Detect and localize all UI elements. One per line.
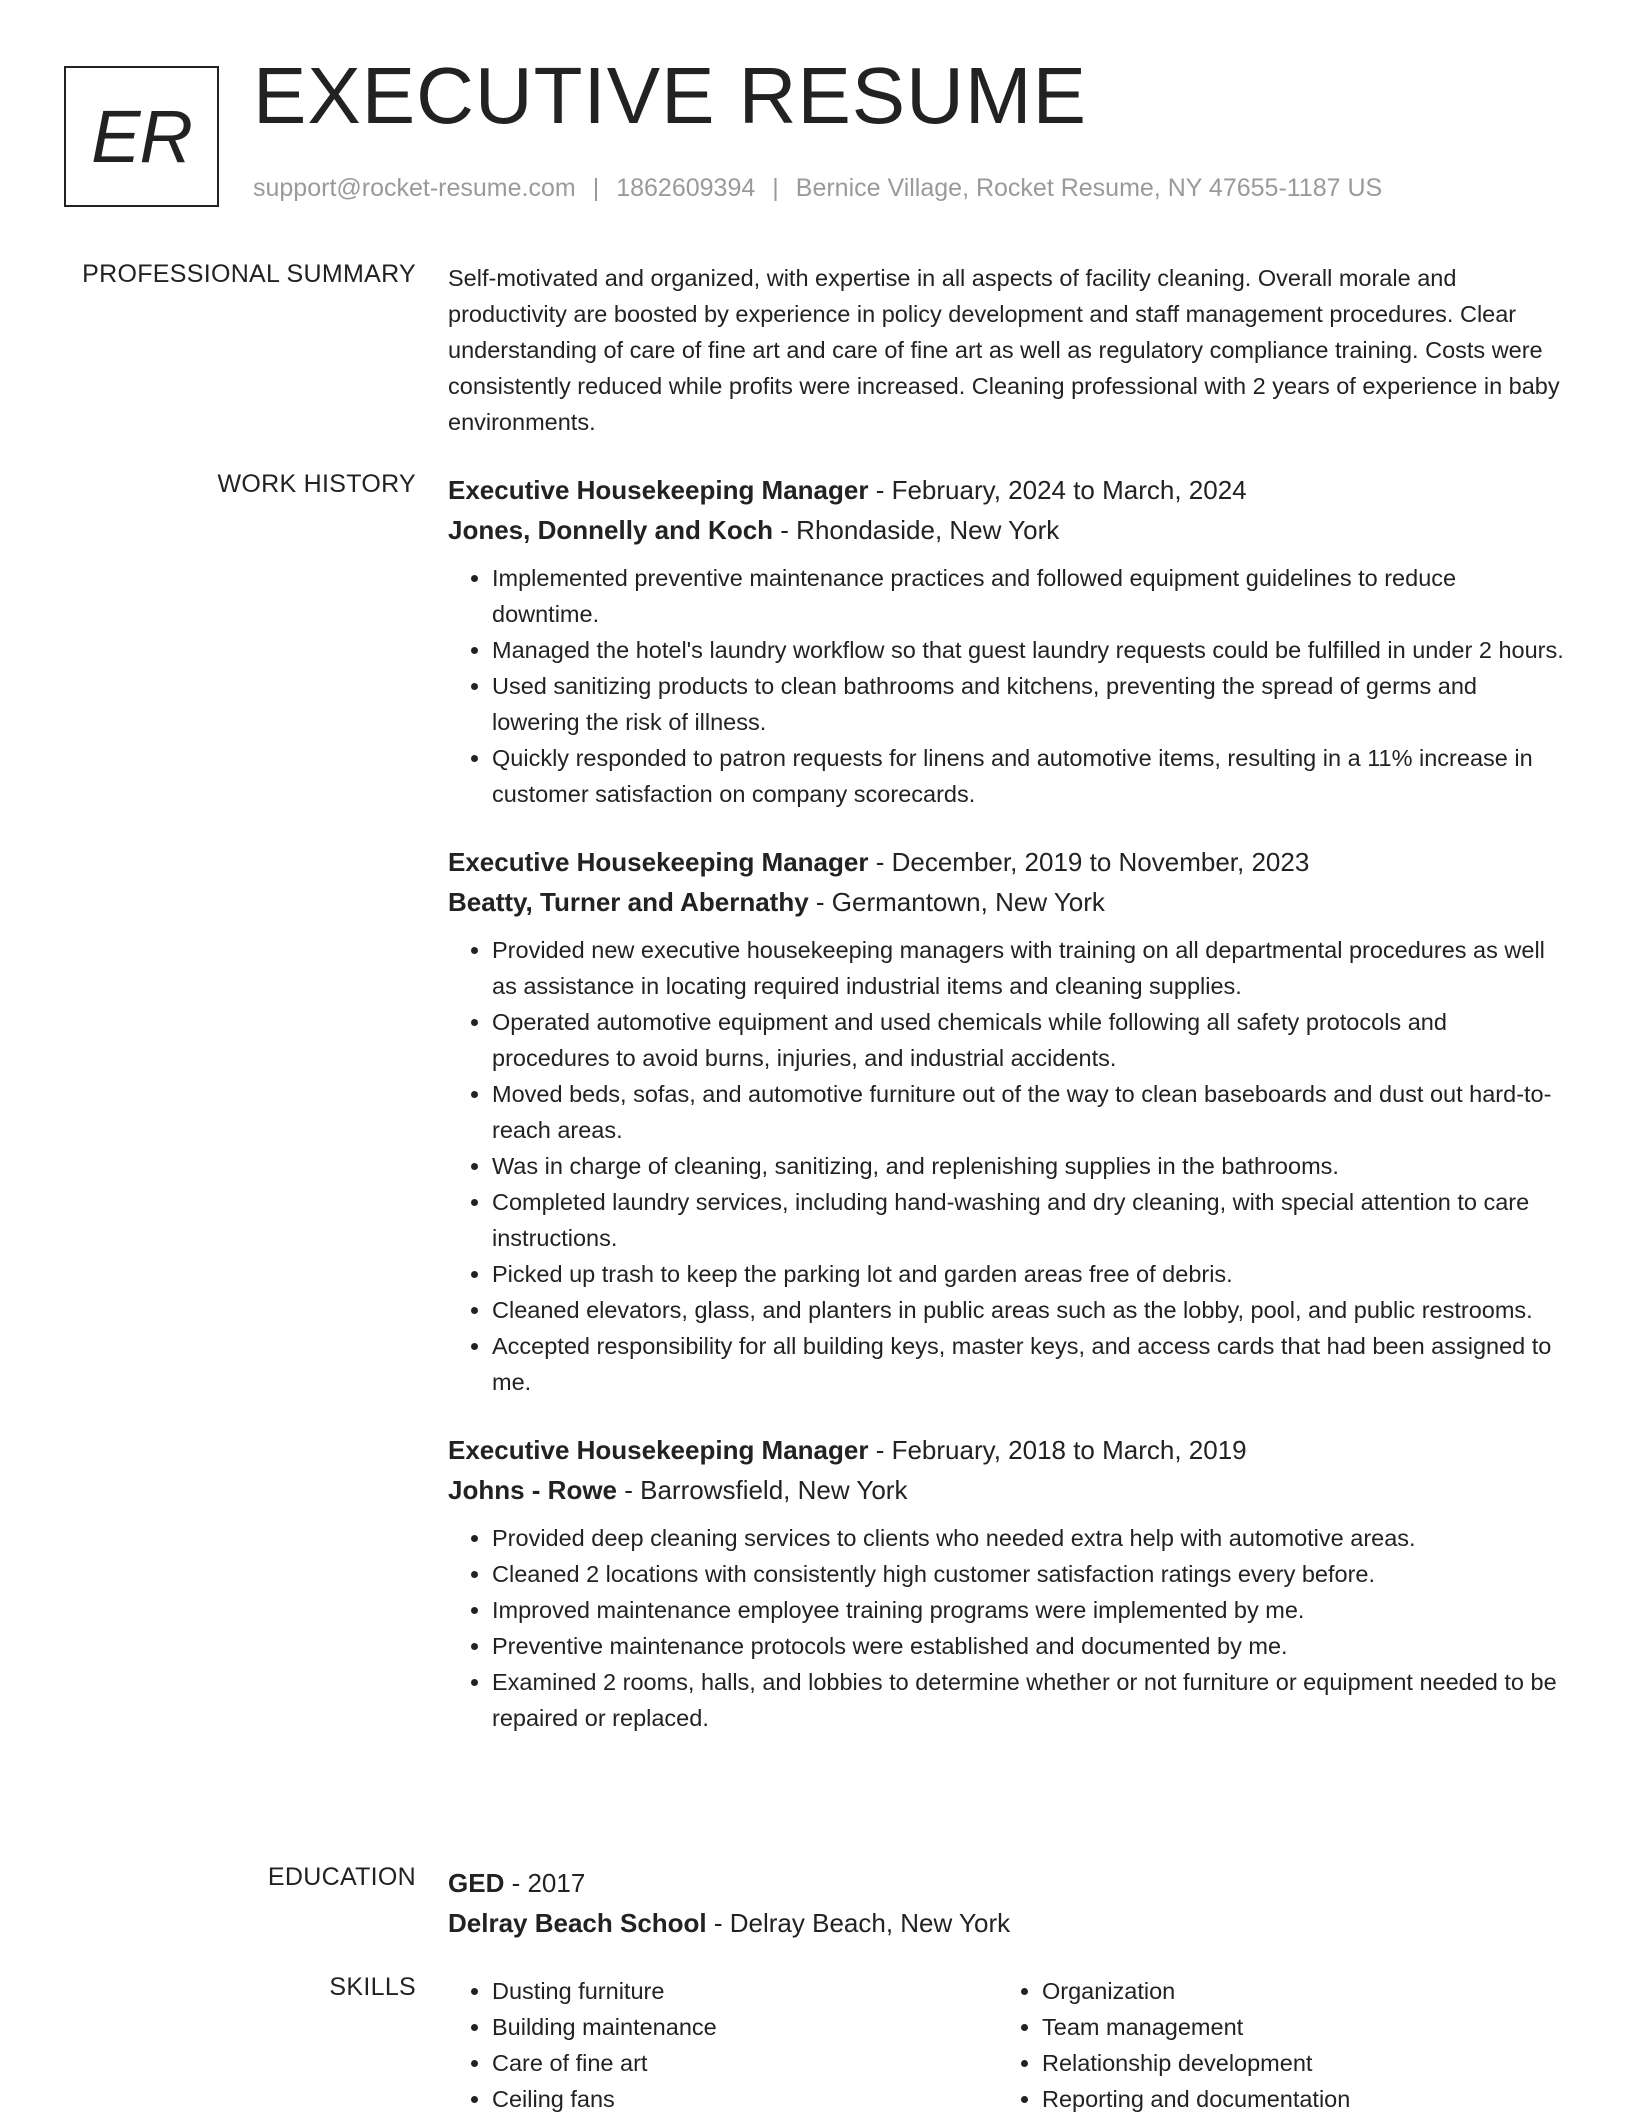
job-bullet: • Was in charge of cleaning, sanitizing, and replenishing supplies in the bathrooms. bbox=[492, 1148, 1568, 1184]
job-company-line bbox=[448, 1470, 1568, 1510]
contact-address: Bernice Village, Rocket Resume, NY 47655-1187 US bbox=[795, 174, 1383, 202]
summary-body bbox=[448, 260, 1568, 440]
skill-item: • Building maintenance bbox=[492, 2009, 998, 2045]
skill-item: • Relationship development bbox=[1042, 2045, 1548, 2081]
monogram-logo bbox=[64, 66, 219, 207]
job-bullet-list bbox=[448, 560, 1568, 812]
skills-column-left bbox=[448, 1973, 998, 2117]
job-bullet: • Moved beds, sofas, and automotive furniture out of the way to clean baseboards and dust out hard-to-reach areas. bbox=[492, 1076, 1568, 1148]
job-bullet: • Operated automotive equipment and used chemicals while following all safety protocols and procedures to avoid burns, injuries, and industrial accidents. bbox=[492, 1004, 1568, 1076]
skills-grid bbox=[448, 1973, 1568, 2117]
job-location: - Barrowsfield, New York bbox=[617, 1475, 908, 1505]
contact-line bbox=[253, 174, 1382, 203]
job-bullet: • Preventive maintenance protocols were established and documented by me. bbox=[492, 1628, 1568, 1664]
job-bullet-list bbox=[448, 932, 1568, 1400]
job-bullet: • Examined 2 rooms, halls, and lobbies to determine whether or not furniture or equipment needed to be repaired or replaced. bbox=[492, 1664, 1568, 1736]
job-bullet: • Improved maintenance employee training programs were implemented by me. bbox=[492, 1592, 1568, 1628]
skill-item: • Care of fine art bbox=[492, 2045, 998, 2081]
job-dates: - February, 2024 to March, 2024 bbox=[868, 475, 1247, 505]
skills-list bbox=[998, 1973, 1548, 2117]
job-bullet: • Cleaned elevators, glass, and planters in public areas such as the lobby, pool, and public restrooms. bbox=[492, 1292, 1568, 1328]
job-bullet: • Quickly responded to patron requests for linens and automotive items, resulting in a 11% increase in customer satisfaction on company scorecards. bbox=[492, 740, 1568, 812]
monogram-text: ER bbox=[91, 95, 192, 178]
contact-separator: | bbox=[772, 174, 779, 202]
job-dates: - December, 2019 to November, 2023 bbox=[868, 847, 1310, 877]
degree-line bbox=[448, 1863, 1568, 1903]
job-entry bbox=[448, 842, 1568, 1400]
job-bullet: • Managed the hotel's laundry workflow so that guest laundry requests could be fulfilled in under 2 hours. bbox=[492, 632, 1568, 668]
job-company: Jones, Donnelly and Koch bbox=[448, 515, 774, 545]
skill-item: • Ceiling fans bbox=[492, 2081, 998, 2117]
skills-column-right bbox=[998, 1973, 1548, 2117]
job-bullet-list bbox=[448, 1520, 1568, 1736]
job-dates: - February, 2018 to March, 2019 bbox=[868, 1435, 1247, 1465]
summary-heading: PROFESSIONAL SUMMARY bbox=[82, 260, 416, 288]
skills-list bbox=[448, 1973, 998, 2117]
job-location: - Germantown, New York bbox=[808, 887, 1105, 917]
job-bullet: • Cleaned 2 locations with consistently high customer satisfaction ratings every before. bbox=[492, 1556, 1568, 1592]
work-history-heading: WORK HISTORY bbox=[217, 470, 416, 498]
degree-year: - 2017 bbox=[504, 1868, 586, 1898]
work-history-body bbox=[448, 470, 1568, 1736]
job-bullet: • Completed laundry services, including hand-washing and dry cleaning, with special attention to care instructions. bbox=[492, 1184, 1568, 1256]
job-entry bbox=[448, 470, 1568, 812]
job-bullet: • Used sanitizing products to clean bathrooms and kitchens, preventing the spread of germs and lowering the risk of illness. bbox=[492, 668, 1568, 740]
job-company-line bbox=[448, 882, 1568, 922]
skills-heading: SKILLS bbox=[329, 1973, 416, 2001]
job-bullet: • Accepted responsibility for all building keys, master keys, and access cards that had been assigned to me. bbox=[492, 1328, 1568, 1400]
job-title: Executive Housekeeping Manager bbox=[448, 475, 869, 505]
job-title: Executive Housekeeping Manager bbox=[448, 1435, 869, 1465]
skill-item: • Organization bbox=[1042, 1973, 1548, 2009]
contact-separator: | bbox=[592, 174, 600, 202]
job-entry bbox=[448, 1430, 1568, 1736]
job-location: - Rhondaside, New York bbox=[773, 515, 1060, 545]
school-name: Delray Beach School bbox=[448, 1908, 707, 1938]
skills-body bbox=[448, 1973, 1568, 2117]
education-heading: EDUCATION bbox=[267, 1863, 416, 1891]
education-body bbox=[448, 1863, 1568, 1943]
job-bullet: • Provided new executive housekeeping managers with training on all departmental procedures as well as assistance in locating required industrial items and cleaning supplies. bbox=[492, 932, 1568, 1004]
skill-item: • Reporting and documentation bbox=[1042, 2081, 1548, 2117]
skill-item: • Team management bbox=[1042, 2009, 1548, 2045]
job-company: Beatty, Turner and Abernathy bbox=[448, 887, 809, 917]
job-bullet: • Provided deep cleaning services to clients who needed extra help with automotive areas. bbox=[492, 1520, 1568, 1556]
resume-title: EXECUTIVE RESUME bbox=[253, 51, 1087, 140]
job-title: Executive Housekeeping Manager bbox=[448, 847, 869, 877]
degree: GED bbox=[448, 1868, 505, 1898]
school-line bbox=[448, 1903, 1568, 1943]
job-title-line bbox=[448, 1430, 1568, 1470]
skill-item: • Dusting furniture bbox=[492, 1973, 998, 2009]
school-location: - Delray Beach, New York bbox=[706, 1908, 1011, 1938]
job-title-line bbox=[448, 470, 1568, 510]
contact-email: support@rocket-resume.com bbox=[253, 174, 576, 202]
job-bullet: • Implemented preventive maintenance practices and followed equipment guidelines to reduce downtime. bbox=[492, 560, 1568, 632]
summary-text: Self-motivated and organized, with expertise in all aspects of facility cleaning. Overall morale and productivity are boosted by experience in policy development and staff management procedures. Clear understanding of care of fine art and care of fine art as well as regulatory compliance training. Costs were consistently reduced while profits were increased. Cleaning professional with 2 years of experience in baby environments. bbox=[448, 265, 1560, 435]
contact-phone: 1862609394 bbox=[616, 174, 756, 202]
job-company-line bbox=[448, 510, 1568, 550]
job-title-line bbox=[448, 842, 1568, 882]
job-company: Johns - Rowe bbox=[448, 1475, 618, 1505]
job-bullet: • Picked up trash to keep the parking lot and garden areas free of debris. bbox=[492, 1256, 1568, 1292]
